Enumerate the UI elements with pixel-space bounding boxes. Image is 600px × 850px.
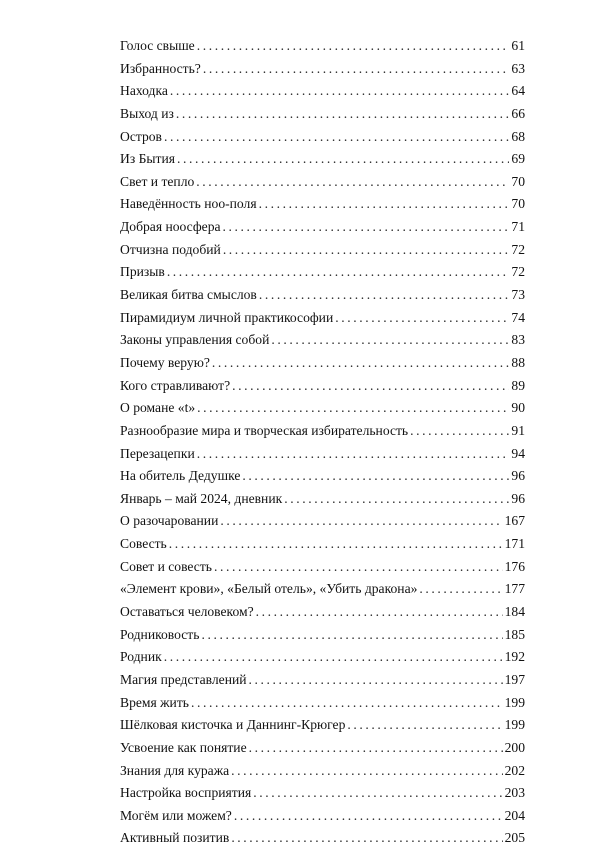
toc-entry-title: Отчизна подобий <box>120 241 221 257</box>
toc-entry <box>120 556 525 579</box>
toc-entry-page: 204 <box>504 807 525 823</box>
toc-entry-page: 199 <box>504 717 525 733</box>
toc-entry <box>120 669 525 692</box>
toc-entry <box>120 601 525 624</box>
toc-entry-title: Великая битва смыслов <box>120 287 257 303</box>
toc-entry-page: 72 <box>511 241 525 257</box>
dot-leader <box>197 397 509 420</box>
toc-entry-title: Пирамидиум личной практикософии <box>120 309 334 325</box>
dot-leader <box>232 375 509 398</box>
toc-entry <box>120 284 525 307</box>
toc-entry-page: 74 <box>511 309 525 325</box>
toc-entry <box>120 307 525 330</box>
toc-entry-page: 72 <box>511 264 525 280</box>
table-of-contents <box>120 35 525 850</box>
dot-leader <box>249 669 503 692</box>
toc-entry <box>120 126 525 149</box>
toc-entry-page: 61 <box>511 38 525 53</box>
toc-entry <box>120 646 525 669</box>
toc-entry-title: Активный позитив <box>120 830 230 846</box>
toc-entry <box>120 443 525 466</box>
toc-entry-page: 69 <box>511 151 525 167</box>
toc-entry-title: Наведённость ноо-поля <box>120 196 257 212</box>
toc-entry <box>120 216 525 239</box>
toc-entry <box>120 329 525 352</box>
dot-leader <box>259 193 510 216</box>
dot-leader <box>284 488 509 511</box>
toc-entry-page: 91 <box>511 422 525 438</box>
toc-entry-title: Добрая ноосфера <box>120 219 221 235</box>
dot-leader <box>220 510 502 533</box>
toc-entry-title: Усвоение как понятие <box>120 739 247 755</box>
dot-leader <box>253 782 502 805</box>
dot-leader <box>242 465 509 488</box>
dot-leader <box>177 148 509 171</box>
toc-entry <box>120 193 525 216</box>
dot-leader <box>191 692 503 715</box>
toc-entry-title: Шёлковая кисточка и Даннинг-Крюгер <box>120 717 346 733</box>
toc-entry-title: Из Бытия <box>120 151 175 167</box>
dot-leader <box>214 556 503 579</box>
toc-entry-page: 89 <box>511 377 525 393</box>
toc-entry-page: 94 <box>511 445 525 461</box>
toc-entry <box>120 397 525 420</box>
toc-entry-title: Время жить <box>120 694 189 710</box>
toc-entry-title: Родниковость <box>120 626 200 642</box>
toc-entry-page: 63 <box>511 60 525 76</box>
dot-leader <box>256 601 503 624</box>
toc-entry <box>120 352 525 375</box>
toc-entry-title: Призыв <box>120 264 165 280</box>
toc-entry <box>120 578 525 601</box>
toc-entry-title: Перезацепки <box>120 445 195 461</box>
dot-leader <box>169 533 503 556</box>
toc-entry-page: 70 <box>511 173 525 189</box>
toc-entry <box>120 171 525 194</box>
toc-entry <box>120 465 525 488</box>
toc-entry-page: 83 <box>511 332 525 348</box>
dot-leader <box>212 352 510 375</box>
toc-entry <box>120 692 525 715</box>
dot-leader <box>335 307 509 330</box>
toc-entry-page: 73 <box>511 287 525 303</box>
dot-leader <box>234 805 503 828</box>
dot-leader <box>176 103 510 126</box>
toc-entry-page: 176 <box>504 558 525 574</box>
dot-leader <box>167 261 510 284</box>
toc-entry-page: 96 <box>511 468 525 484</box>
toc-entry <box>120 375 525 398</box>
toc-entry-title: Январь – май 2024, дневник <box>120 490 283 506</box>
toc-entry-page: 66 <box>511 105 525 121</box>
toc-entry-page: 171 <box>504 536 525 552</box>
toc-entry-title: Свет и тепло <box>120 173 195 189</box>
toc-entry-page: 96 <box>511 490 525 506</box>
toc-entry-title: Голос свыше <box>120 38 195 53</box>
toc-entry <box>120 737 525 760</box>
toc-entry-page: 200 <box>504 739 525 755</box>
toc-entry-title: Родник <box>120 649 162 665</box>
dot-leader <box>197 35 510 58</box>
toc-entry <box>120 510 525 533</box>
toc-entry <box>120 420 525 443</box>
toc-entry-page: 64 <box>511 83 525 99</box>
dot-leader <box>203 58 510 81</box>
dot-leader <box>223 216 510 239</box>
dot-leader <box>271 329 509 352</box>
toc-entry-page: 202 <box>504 762 525 778</box>
dot-leader <box>196 171 509 194</box>
toc-entry <box>120 35 525 58</box>
toc-page <box>120 35 525 846</box>
toc-entry-page: 205 <box>504 830 525 846</box>
toc-entry-page: 88 <box>511 354 525 370</box>
toc-entry-page: 71 <box>511 219 525 235</box>
dot-leader <box>164 126 509 149</box>
toc-entry-page: 167 <box>504 513 525 529</box>
toc-entry <box>120 782 525 805</box>
toc-entry-page: 90 <box>511 400 525 416</box>
toc-entry-title: Могём или можем? <box>120 807 232 823</box>
toc-entry-title: Кого стравливают? <box>120 377 231 393</box>
toc-entry <box>120 714 525 737</box>
dot-leader <box>259 284 510 307</box>
toc-entry-title: Магия представлений <box>120 671 247 687</box>
toc-entry <box>120 261 525 284</box>
dot-leader <box>419 578 502 601</box>
dot-leader <box>231 827 502 850</box>
toc-entry-page: 184 <box>504 604 525 620</box>
toc-entry-title: Находка <box>120 83 168 99</box>
toc-entry-title: Избранность? <box>120 60 201 76</box>
toc-entry-title: Законы управления собой <box>120 332 270 348</box>
toc-entry-page: 192 <box>504 649 525 665</box>
toc-entry-title: Оставаться человеком? <box>120 604 254 620</box>
toc-entry <box>120 805 525 828</box>
toc-entry-page: 199 <box>504 694 525 710</box>
toc-entry-title: Почему верую? <box>120 354 210 370</box>
dot-leader <box>347 714 502 737</box>
toc-entry <box>120 103 525 126</box>
toc-entry <box>120 624 525 647</box>
toc-entry <box>120 239 525 262</box>
dot-leader <box>231 760 502 783</box>
dot-leader <box>410 420 509 443</box>
toc-entry <box>120 488 525 511</box>
toc-entry-page: 185 <box>504 626 525 642</box>
toc-entry-title: Настройка восприятия <box>120 785 252 801</box>
toc-entry <box>120 827 525 850</box>
toc-entry-title: Остров <box>120 128 162 144</box>
toc-entry-title: Выход из <box>120 105 174 121</box>
toc-entry-page: 177 <box>504 581 525 597</box>
toc-entry <box>120 148 525 171</box>
dot-leader <box>170 80 510 103</box>
dot-leader <box>223 239 510 262</box>
toc-entry-title: О разочаровании <box>120 513 219 529</box>
toc-entry-title: Знания для куража <box>120 762 230 778</box>
toc-entry-title: Совет и совесть <box>120 558 212 574</box>
dot-leader <box>249 737 503 760</box>
toc-entry-title: Разнообразие мира и творческая избирательность <box>120 422 409 438</box>
dot-leader <box>164 646 503 669</box>
toc-entry-title: О романе «t» <box>120 400 196 416</box>
dot-leader <box>197 443 510 466</box>
toc-entry-title: Совесть <box>120 536 167 552</box>
toc-entry-page: 203 <box>504 785 525 801</box>
toc-entry <box>120 760 525 783</box>
toc-entry <box>120 58 525 81</box>
toc-entry-title: «Элемент крови», «Белый отель», «Убить дракона» <box>120 581 418 597</box>
toc-entry <box>120 80 525 103</box>
toc-entry-title: На обитель Дедушке <box>120 468 241 484</box>
dot-leader <box>201 624 502 647</box>
toc-entry-page: 197 <box>504 671 525 687</box>
toc-entry <box>120 533 525 556</box>
toc-entry-page: 70 <box>511 196 525 212</box>
toc-entry-page: 68 <box>511 128 525 144</box>
